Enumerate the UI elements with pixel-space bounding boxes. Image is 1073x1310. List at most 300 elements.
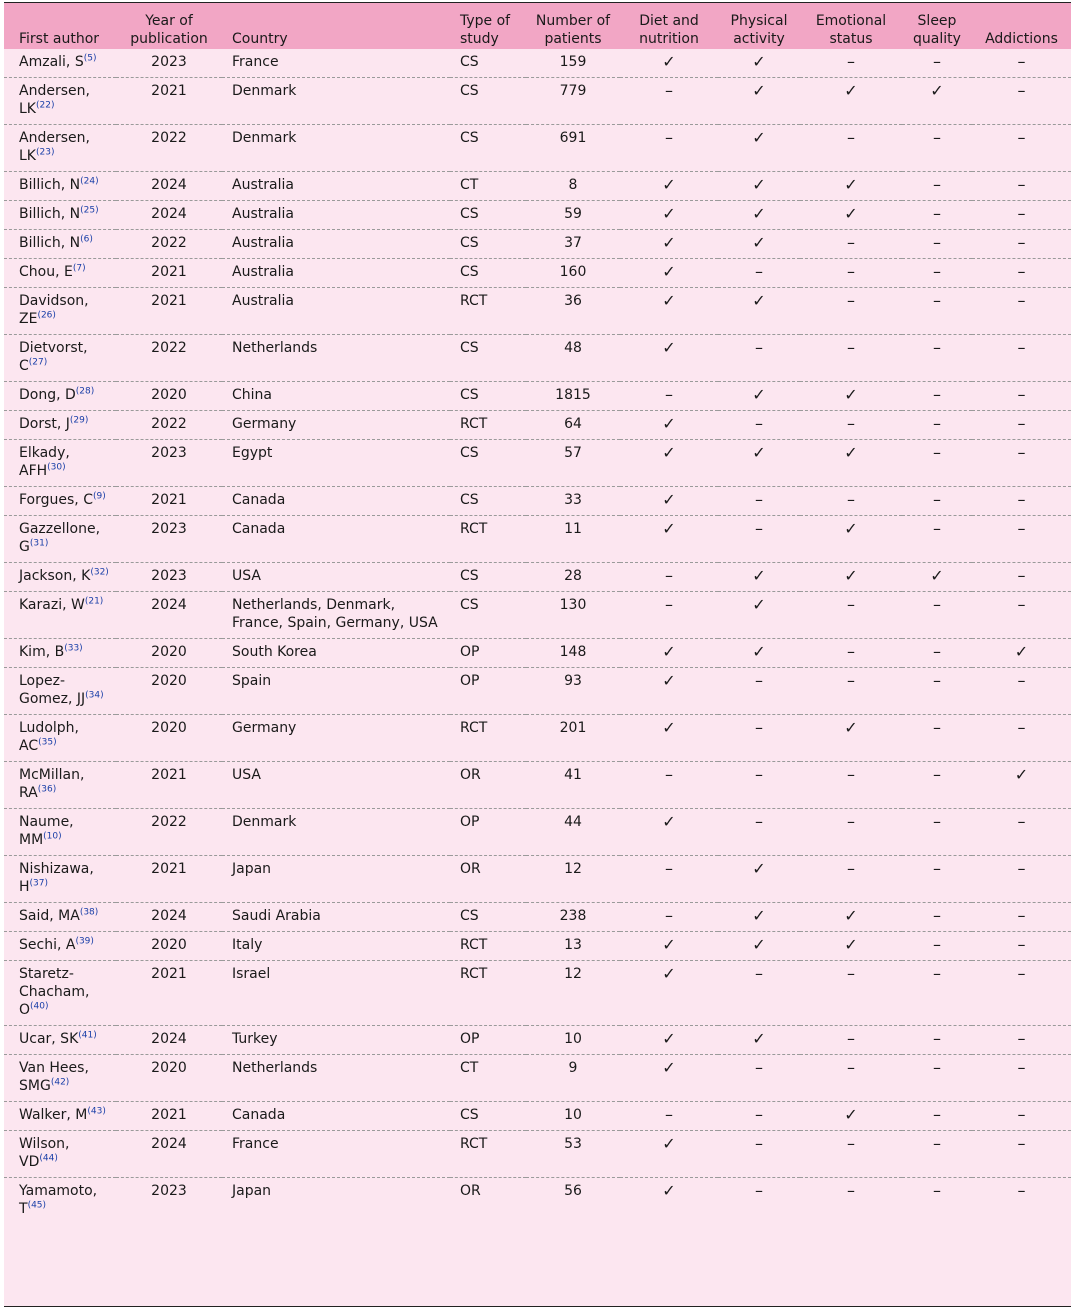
- author-name: Wilson, VD: [19, 1136, 70, 1170]
- cell-country: France: [222, 49, 450, 78]
- cell-emotional-status-check-icon: ✓: [800, 440, 902, 487]
- table-row: [4, 961, 1071, 1026]
- cell-diet-nutrition-check-icon: ✓: [662, 1181, 676, 1200]
- cell-addictions-dash: –: [972, 1026, 1071, 1055]
- cell-type-of-study: CS: [450, 49, 526, 78]
- cell-type-of-study: OP: [450, 809, 526, 856]
- cell-number-of-patients: 130: [526, 592, 620, 639]
- cell-country: Israel: [222, 961, 450, 1026]
- studies-table: [4, 3, 1071, 1224]
- reference-link[interactable]: (30): [47, 462, 66, 473]
- cell-physical-activity-dash: –: [718, 715, 800, 762]
- cell-number-of-patients: 8: [526, 172, 620, 201]
- table-row: [4, 1026, 1071, 1055]
- table-row: [4, 125, 1071, 172]
- table-row: [4, 288, 1071, 335]
- cell-sleep-quality-dash: –: [902, 903, 972, 932]
- cell-sleep-quality-dash: –: [902, 1102, 972, 1131]
- cell-addictions-dash: –: [972, 563, 1071, 592]
- cell-physical-activity-check-icon: ✓: [718, 1026, 800, 1055]
- cell-sleep-quality-dash: –: [902, 440, 972, 487]
- cell-emotional-status-dash: –: [800, 856, 902, 903]
- cell-year: 2021: [116, 487, 222, 516]
- reference-link[interactable]: (43): [87, 1106, 106, 1117]
- cell-addictions-dash: –: [972, 78, 1071, 125]
- cell-number-of-patients: 41: [526, 762, 620, 809]
- cell-type-of-study: CS: [450, 563, 526, 592]
- cell-number-of-patients: 56: [564, 1183, 582, 1199]
- cell-physical-activity-dash: –: [718, 809, 800, 856]
- cell-first-author: [4, 1178, 116, 1225]
- author-name: Naume, MM: [19, 814, 74, 848]
- author-name: Andersen, LK: [19, 130, 90, 164]
- cell-sleep-quality-dash: –: [902, 172, 972, 201]
- cell-addictions-dash: –: [972, 411, 1071, 440]
- cell-physical-activity-dash: –: [755, 1181, 763, 1200]
- table-row: [4, 335, 1071, 382]
- cell-diet-nutrition-check-icon: ✓: [620, 172, 718, 201]
- cell-country: Australia: [222, 230, 450, 259]
- cell-country: USA: [222, 563, 450, 592]
- cell-year: 2021: [116, 78, 222, 125]
- header-emotional-status: Emotional status: [815, 13, 887, 47]
- cell-first-author: [4, 563, 116, 592]
- reference-link[interactable]: (29): [69, 415, 89, 426]
- cell-year: 2022: [116, 125, 222, 172]
- cell-first-author: [4, 903, 116, 932]
- cell-physical-activity-check-icon: ✓: [718, 172, 800, 201]
- cell-sleep-quality-dash: –: [902, 961, 972, 1026]
- cell-diet-nutrition-check-icon: ✓: [620, 1026, 718, 1055]
- author-name: Billich, N: [19, 235, 81, 251]
- author-name: Van Hees, SMG: [19, 1060, 89, 1094]
- cell-sleep-quality-dash: –: [902, 856, 972, 903]
- cell-sleep-quality-dash: –: [902, 125, 972, 172]
- reference-link[interactable]: (31): [29, 538, 49, 549]
- cell-type-of-study: OP: [450, 668, 526, 715]
- cell-diet-nutrition-dash: –: [620, 903, 718, 932]
- cell-addictions-dash: –: [972, 49, 1071, 78]
- cell-first-author: [4, 715, 116, 762]
- cell-addictions-dash: –: [972, 487, 1071, 516]
- header-country: Country: [232, 31, 288, 47]
- cell-type-of-study: CT: [450, 172, 526, 201]
- cell-diet-nutrition-check-icon: ✓: [620, 201, 718, 230]
- header-type-of-study: Type of study: [460, 13, 511, 47]
- author-name: Lopez-Gomez, JJ: [19, 673, 86, 707]
- cell-emotional-status-dash: –: [800, 411, 902, 440]
- table-row: [4, 78, 1071, 125]
- cell-type-of-study: CS: [450, 78, 526, 125]
- cell-physical-activity-dash: –: [718, 259, 800, 288]
- reference-link[interactable]: (10): [43, 831, 62, 842]
- cell-emotional-status-dash: –: [800, 487, 902, 516]
- cell-first-author: [4, 856, 116, 903]
- cell-sleep-quality-dash: –: [902, 516, 972, 563]
- cell-sleep-quality-dash: –: [902, 382, 972, 411]
- cell-sleep-quality-dash: –: [902, 1026, 972, 1055]
- reference-link[interactable]: (21): [84, 596, 104, 607]
- reference-link[interactable]: (7): [72, 263, 86, 274]
- author-name: Nishizawa, H: [19, 861, 94, 895]
- cell-number-of-patients: 12: [526, 961, 620, 1026]
- cell-emotional-status-dash: –: [800, 1131, 902, 1178]
- cell-first-author: [4, 335, 116, 382]
- cell-addictions-dash: –: [972, 230, 1071, 259]
- cell-number-of-patients: 53: [526, 1131, 620, 1178]
- cell-type-of-study: OP: [450, 639, 526, 668]
- cell-diet-nutrition-dash: –: [620, 762, 718, 809]
- cell-number-of-patients: 9: [526, 1055, 620, 1102]
- reference-link[interactable]: (26): [37, 310, 56, 321]
- cell-first-author: [4, 1026, 116, 1055]
- table-row: [4, 172, 1071, 201]
- table-row: [4, 856, 1071, 903]
- reference-link[interactable]: (24): [80, 176, 99, 187]
- cell-first-author: [4, 411, 116, 440]
- reference-link[interactable]: (36): [37, 784, 57, 795]
- cell-country: France: [222, 1131, 450, 1178]
- reference-link[interactable]: (42): [50, 1077, 70, 1088]
- cell-emotional-status-dash: –: [847, 1181, 855, 1200]
- cell-physical-activity-dash: –: [718, 1055, 800, 1102]
- cell-addictions-check-icon: ✓: [972, 762, 1071, 809]
- cell-diet-nutrition-check-icon: ✓: [620, 487, 718, 516]
- table-row: [4, 1055, 1071, 1102]
- cell-year: 2020: [116, 932, 222, 961]
- cell-sleep-quality-dash: –: [902, 1055, 972, 1102]
- reference-link[interactable]: (25): [80, 205, 99, 216]
- cell-first-author: [4, 668, 116, 715]
- author-name: McMillan, RA: [19, 767, 85, 801]
- cell-country: Australia: [222, 259, 450, 288]
- cell-addictions-dash: –: [972, 809, 1071, 856]
- cell-physical-activity-check-icon: ✓: [718, 78, 800, 125]
- cell-year: 2023: [116, 440, 222, 487]
- cell-emotional-status-dash: –: [800, 125, 902, 172]
- cell-sleep-quality-dash: –: [902, 411, 972, 440]
- cell-year: 2021: [116, 259, 222, 288]
- cell-physical-activity-check-icon: ✓: [718, 563, 800, 592]
- cell-sleep-quality-dash: –: [902, 932, 972, 961]
- cell-year: 2021: [116, 288, 222, 335]
- author-name: Andersen, LK: [19, 83, 90, 117]
- cell-type-of-study: RCT: [450, 932, 526, 961]
- cell-first-author: [4, 201, 116, 230]
- reference-link[interactable]: (6): [80, 234, 93, 245]
- cell-sleep-quality-dash: –: [902, 288, 972, 335]
- studies-table-container: [4, 2, 1071, 1307]
- cell-year: 2024: [116, 1131, 222, 1178]
- cell-sleep-quality-dash: –: [902, 49, 972, 78]
- cell-physical-activity-check-icon: ✓: [718, 932, 800, 961]
- cell-country: Japan: [232, 1183, 272, 1199]
- table-row: [4, 932, 1071, 961]
- author-name: Sechi, A: [19, 937, 76, 953]
- cell-number-of-patients: 48: [526, 335, 620, 382]
- table-row: [4, 382, 1071, 411]
- cell-sleep-quality-dash: –: [902, 1131, 972, 1178]
- cell-diet-nutrition-check-icon: ✓: [620, 335, 718, 382]
- cell-physical-activity-check-icon: ✓: [718, 288, 800, 335]
- author-name: Ludolph, AC: [19, 720, 79, 754]
- table-row: [4, 1178, 1071, 1225]
- reference-link[interactable]: (22): [35, 100, 55, 111]
- cell-type-of-study: RCT: [450, 961, 526, 1026]
- cell-addictions-dash: –: [972, 1131, 1071, 1178]
- header-physical-activity: Physical activity: [730, 13, 788, 47]
- cell-type-of-study: RCT: [450, 288, 526, 335]
- cell-diet-nutrition-dash: –: [620, 78, 718, 125]
- cell-first-author: [4, 961, 116, 1026]
- cell-type-of-study: CS: [450, 1102, 526, 1131]
- cell-addictions-dash: –: [972, 903, 1071, 932]
- reference-link[interactable]: (41): [78, 1030, 97, 1041]
- reference-link[interactable]: (33): [64, 643, 83, 654]
- cell-diet-nutrition-check-icon: ✓: [620, 259, 718, 288]
- cell-first-author: [4, 592, 116, 639]
- reference-link[interactable]: (37): [29, 878, 49, 889]
- reference-link[interactable]: (45): [27, 1200, 47, 1211]
- cell-type-of-study: OP: [450, 1026, 526, 1055]
- cell-year: 2023: [151, 1183, 187, 1199]
- cell-physical-activity-dash: –: [718, 516, 800, 563]
- cell-year: 2021: [116, 856, 222, 903]
- cell-sleep-quality-dash: –: [933, 1181, 941, 1200]
- cell-country: Canada: [222, 487, 450, 516]
- cell-country: Netherlands: [222, 335, 450, 382]
- header-first-author: First author: [19, 31, 100, 47]
- cell-country: Australia: [222, 201, 450, 230]
- cell-country: Saudi Arabia: [222, 903, 450, 932]
- cell-emotional-status-dash: –: [800, 49, 902, 78]
- cell-type-of-study: CS: [450, 335, 526, 382]
- cell-emotional-status-dash: –: [800, 259, 902, 288]
- cell-diet-nutrition-check-icon: ✓: [620, 1055, 718, 1102]
- table-row: [4, 440, 1071, 487]
- cell-first-author: [4, 259, 116, 288]
- cell-country: Canada: [222, 516, 450, 563]
- cell-emotional-status-dash: –: [800, 230, 902, 259]
- cell-addictions-dash: –: [972, 440, 1071, 487]
- cell-type-of-study: CS: [450, 201, 526, 230]
- cell-emotional-status-dash: –: [800, 668, 902, 715]
- cell-emotional-status-check-icon: ✓: [800, 516, 902, 563]
- cell-first-author: [4, 639, 116, 668]
- cell-sleep-quality-dash: –: [902, 715, 972, 762]
- reference-link[interactable]: (44): [39, 1153, 58, 1164]
- cell-country: Spain: [222, 668, 450, 715]
- cell-sleep-quality-dash: –: [902, 668, 972, 715]
- cell-diet-nutrition-check-icon: ✓: [620, 715, 718, 762]
- cell-emotional-status-dash: –: [800, 1026, 902, 1055]
- cell-addictions-dash: –: [972, 516, 1071, 563]
- author-name: Yamamoto, T: [19, 1183, 98, 1217]
- cell-emotional-status-check-icon: ✓: [800, 932, 902, 961]
- cell-number-of-patients: 1815: [526, 382, 620, 411]
- cell-addictions-dash: –: [972, 668, 1071, 715]
- author-name: Karazi, W: [19, 597, 85, 613]
- cell-first-author: [4, 125, 116, 172]
- reference-link[interactable]: (27): [28, 357, 48, 368]
- cell-country: Australia: [222, 172, 450, 201]
- cell-number-of-patients: 13: [526, 932, 620, 961]
- cell-diet-nutrition-check-icon: ✓: [620, 639, 718, 668]
- table-row: [4, 516, 1071, 563]
- cell-addictions-dash: –: [972, 856, 1071, 903]
- reference-link[interactable]: (39): [75, 936, 94, 947]
- cell-year: 2021: [116, 1102, 222, 1131]
- cell-physical-activity-check-icon: ✓: [718, 201, 800, 230]
- cell-first-author: [4, 487, 116, 516]
- cell-emotional-status-check-icon: ✓: [800, 78, 902, 125]
- cell-sleep-quality-dash: –: [902, 762, 972, 809]
- reference-link[interactable]: (28): [75, 386, 95, 397]
- cell-type-of-study: CT: [450, 1055, 526, 1102]
- cell-type-of-study: CS: [450, 440, 526, 487]
- cell-year: 2020: [116, 1055, 222, 1102]
- table-row: [4, 1131, 1071, 1178]
- author-name: Billich, N: [19, 177, 81, 193]
- cell-diet-nutrition-dash: –: [620, 125, 718, 172]
- cell-diet-nutrition-check-icon: ✓: [620, 809, 718, 856]
- cell-first-author: [4, 78, 116, 125]
- cell-year: 2023: [116, 563, 222, 592]
- cell-type-of-study: CS: [450, 903, 526, 932]
- cell-addictions-dash: –: [972, 382, 1071, 411]
- header-year: Year of publication: [130, 13, 208, 47]
- author-name: Kim, B: [19, 644, 65, 660]
- cell-sleep-quality-dash: –: [902, 230, 972, 259]
- cell-addictions-dash: –: [972, 259, 1071, 288]
- cell-physical-activity-dash: –: [718, 762, 800, 809]
- cell-diet-nutrition-check-icon: ✓: [620, 932, 718, 961]
- cell-number-of-patients: 64: [526, 411, 620, 440]
- cell-type-of-study: CS: [450, 487, 526, 516]
- cell-country: Australia: [222, 288, 450, 335]
- cell-physical-activity-check-icon: ✓: [718, 592, 800, 639]
- cell-diet-nutrition-dash: –: [620, 382, 718, 411]
- cell-number-of-patients: 37: [526, 230, 620, 259]
- table-row: [4, 809, 1071, 856]
- cell-type-of-study: RCT: [450, 516, 526, 563]
- cell-first-author: [4, 172, 116, 201]
- author-name: Jackson, K: [19, 568, 91, 584]
- cell-emotional-status-dash: –: [800, 762, 902, 809]
- cell-number-of-patients: 159: [526, 49, 620, 78]
- cell-number-of-patients: 36: [526, 288, 620, 335]
- author-name: Dorst, J: [19, 416, 70, 432]
- cell-addictions-dash: –: [972, 961, 1071, 1026]
- cell-physical-activity-check-icon: ✓: [718, 382, 800, 411]
- cell-country: Denmark: [222, 125, 450, 172]
- cell-diet-nutrition-check-icon: ✓: [620, 961, 718, 1026]
- cell-type-of-study: OR: [460, 1183, 481, 1199]
- cell-type-of-study: CS: [450, 382, 526, 411]
- reference-link[interactable]: (34): [85, 690, 104, 701]
- cell-physical-activity-dash: –: [718, 1131, 800, 1178]
- cell-number-of-patients: 201: [526, 715, 620, 762]
- reference-link[interactable]: (32): [90, 567, 109, 578]
- cell-diet-nutrition-check-icon: ✓: [620, 411, 718, 440]
- author-name: Staretz-Chacham, O: [19, 966, 90, 1018]
- reference-link[interactable]: (9): [92, 491, 106, 502]
- cell-type-of-study: RCT: [450, 411, 526, 440]
- cell-diet-nutrition-dash: –: [620, 563, 718, 592]
- cell-sleep-quality-dash: –: [902, 335, 972, 382]
- cell-physical-activity-check-icon: ✓: [718, 230, 800, 259]
- reference-link[interactable]: (40): [30, 1001, 49, 1012]
- cell-emotional-status-check-icon: ✓: [800, 201, 902, 230]
- cell-emotional-status-dash: –: [800, 809, 902, 856]
- cell-first-author: [4, 440, 116, 487]
- cell-emotional-status-dash: –: [800, 1055, 902, 1102]
- cell-emotional-status-dash: –: [800, 335, 902, 382]
- cell-first-author: [4, 516, 116, 563]
- cell-first-author: [4, 1055, 116, 1102]
- cell-emotional-status-check-icon: ✓: [800, 1102, 902, 1131]
- cell-first-author: [4, 1131, 116, 1178]
- cell-emotional-status-dash: –: [800, 288, 902, 335]
- table-row: [4, 668, 1071, 715]
- table-row: [4, 592, 1071, 639]
- author-name: Dietvorst, C: [19, 340, 88, 374]
- reference-link[interactable]: (5): [83, 53, 97, 64]
- cell-number-of-patients: 148: [526, 639, 620, 668]
- cell-sleep-quality-dash: –: [902, 201, 972, 230]
- cell-sleep-quality-dash: –: [902, 259, 972, 288]
- cell-emotional-status-check-icon: ✓: [800, 382, 902, 411]
- cell-emotional-status-check-icon: ✓: [800, 172, 902, 201]
- cell-addictions-dash: –: [972, 125, 1071, 172]
- cell-country: Canada: [222, 1102, 450, 1131]
- cell-first-author: [4, 762, 116, 809]
- table-row: [4, 411, 1071, 440]
- reference-link[interactable]: (23): [35, 147, 55, 158]
- cell-diet-nutrition-dash: –: [620, 1102, 718, 1131]
- cell-number-of-patients: 28: [526, 563, 620, 592]
- reference-link[interactable]: (35): [38, 737, 57, 748]
- cell-country: Netherlands: [222, 1055, 450, 1102]
- table-row: [4, 762, 1071, 809]
- cell-first-author: [4, 288, 116, 335]
- table-row: [4, 487, 1071, 516]
- cell-number-of-patients: 160: [526, 259, 620, 288]
- cell-physical-activity-check-icon: ✓: [718, 903, 800, 932]
- cell-country: South Korea: [222, 639, 450, 668]
- reference-link[interactable]: (38): [79, 907, 99, 918]
- cell-diet-nutrition-check-icon: ✓: [620, 230, 718, 259]
- table-row: [4, 49, 1071, 78]
- table-row: [4, 201, 1071, 230]
- cell-first-author: [4, 809, 116, 856]
- author-name: Amzali, S: [19, 54, 84, 70]
- cell-country: USA: [222, 762, 450, 809]
- author-name: Elkady, AFH: [19, 445, 70, 479]
- cell-number-of-patients: 691: [526, 125, 620, 172]
- table-header-row: [4, 3, 1071, 49]
- cell-country: Denmark: [222, 78, 450, 125]
- cell-country: China: [222, 382, 450, 411]
- cell-number-of-patients: 10: [526, 1102, 620, 1131]
- author-name: Dong, D: [19, 387, 76, 403]
- cell-sleep-quality-check-icon: ✓: [902, 563, 972, 592]
- cell-number-of-patients: 57: [526, 440, 620, 487]
- cell-diet-nutrition-check-icon: ✓: [620, 440, 718, 487]
- cell-number-of-patients: 779: [526, 78, 620, 125]
- cell-addictions-dash: –: [972, 932, 1071, 961]
- table-row: [4, 903, 1071, 932]
